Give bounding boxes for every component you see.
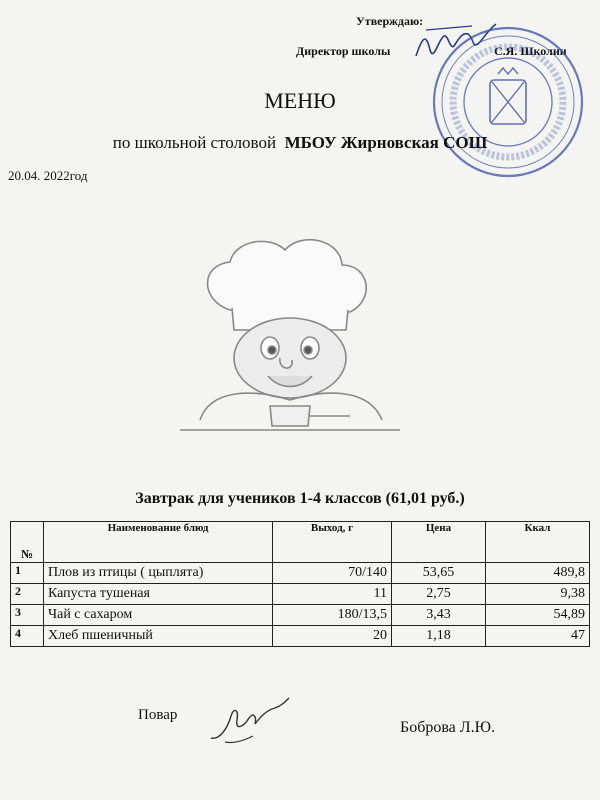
row-price: 3,43 bbox=[392, 605, 486, 626]
chef-icon bbox=[160, 230, 420, 460]
row-output: 70/140 bbox=[273, 563, 392, 584]
header-kcal: Ккал bbox=[486, 522, 590, 563]
director-label: Директор школы bbox=[296, 44, 391, 58]
director-name: С.Я. Школин bbox=[494, 44, 567, 58]
approval-label: Утверждаю: bbox=[356, 14, 424, 28]
row-num: 4 bbox=[11, 626, 44, 647]
cook-label: Повар bbox=[138, 707, 178, 723]
row-name: Хлеб пшеничный bbox=[44, 626, 273, 647]
row-num: 1 bbox=[11, 563, 44, 584]
header-num: № bbox=[11, 522, 44, 563]
row-output: 20 bbox=[273, 626, 392, 647]
row-num: 3 bbox=[11, 605, 44, 626]
row-num: 2 bbox=[11, 584, 44, 605]
table-row bbox=[11, 584, 590, 605]
header-price: Цена bbox=[392, 522, 486, 563]
page-subtitle bbox=[0, 133, 600, 153]
header-name: Наименование блюд bbox=[44, 522, 273, 563]
table-row bbox=[11, 563, 590, 584]
table-row bbox=[11, 605, 590, 626]
row-price: 1,18 bbox=[392, 626, 486, 647]
school-name: МБОУ Жирновская СОШ bbox=[284, 133, 488, 152]
cook-name: Боброва Л.Ю. bbox=[400, 719, 496, 736]
row-kcal: 9,38 bbox=[486, 584, 590, 605]
subtitle-prefix: по школьной столовой bbox=[112, 133, 277, 152]
meal-title: Завтрак для учеников 1-4 классов (61,01 руб.) bbox=[135, 490, 465, 507]
row-name: Капуста тушеная bbox=[44, 584, 273, 605]
row-name: Чай с сахаром bbox=[44, 605, 273, 626]
row-output: 11 bbox=[273, 584, 392, 605]
row-price: 53,65 bbox=[392, 563, 486, 584]
header-output: Выход, г bbox=[273, 522, 392, 563]
row-kcal: 47 bbox=[486, 626, 590, 647]
row-name: Плов из птицы ( цыплята) bbox=[44, 563, 273, 584]
row-output: 180/13,5 bbox=[273, 605, 392, 626]
row-kcal: 54,89 bbox=[486, 605, 590, 626]
cook-signature-icon bbox=[205, 690, 295, 750]
row-kcal: 489,8 bbox=[486, 563, 590, 584]
table-header-row bbox=[11, 522, 590, 563]
row-price: 2,75 bbox=[392, 584, 486, 605]
page-title: МЕНЮ bbox=[264, 88, 336, 113]
menu-table bbox=[10, 521, 590, 647]
menu-date: 20.04. 2022год bbox=[8, 168, 88, 183]
table-row bbox=[11, 626, 590, 647]
